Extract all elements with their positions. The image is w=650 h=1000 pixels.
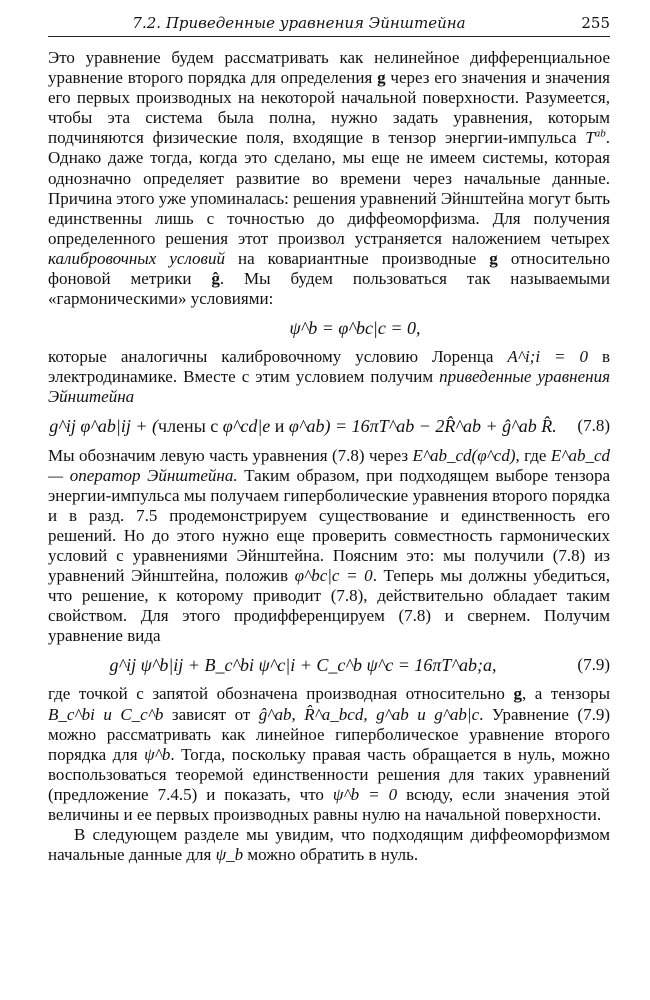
running-head	[48, 10, 610, 37]
paragraph-4: где точкой с запятой обозначена производная относительно g, а тензоры B_c^bi и C_c^b зависят от ĝ^ab, R̂^a_bcd, g^ab и g^ab|c. Уравнение (7.9) можно рассматривать как линейное гиперболическое уравнение второго порядка для ψ^b. Тогда, поскольку правая часть обращается в нуль, можно воспользоваться теоремой единственности решения для таких уравнений (предложение 7.4.5) и показать, что ψ^b = 0 всюду, если значения этой величины и ее первых производных равны нулю на начальной поверхности.	[48, 684, 611, 824]
tensor-dependencies: ĝ^ab, R̂^a_bcd, g^ab и g^ab|c	[258, 704, 480, 724]
equation-7-8-body: g^ij φ^ab|ij + (члены с φ^cd|e и φ^ab) = 16πT^ab − 2R̂^ab + ĝ^ab R̂.	[49, 416, 557, 437]
background-metric: ĝ	[211, 269, 220, 289]
section-title: 7.2. Приведенные уравнения Эйнштейна	[132, 14, 466, 32]
equation-7-8-number: (7.8)	[577, 416, 610, 436]
einstein-operator-definition: E^ab_cd — оператор Эйнштейна.	[48, 445, 610, 485]
equation-7-8	[48, 412, 610, 442]
body-text	[48, 48, 610, 865]
metric-g: g	[377, 68, 386, 88]
einstein-operator: E^ab_cd(φ^cd)	[412, 445, 516, 465]
paragraph-2: которые аналогичны калибровочному условию Лоренца A^i;i = 0 в электродинамике. Вместе с этим условием получим приведенные уравнения Эйнштейна	[48, 347, 611, 407]
stress-energy-tensor: $T^{ab}$	[585, 127, 606, 148]
reduced-equations-term: приведенные уравнения Эйнштейна	[48, 367, 610, 407]
equation-7-9-body: g^ij ψ^b|ij + B_c^bi ψ^c|i + C_c^b ψ^c = 16πT^ab;a,	[109, 655, 497, 676]
paragraph-5: В следующем разделе мы увидим, что подходящим диффеоморфизмом начальные данные для ψ_b можно обратить в нуль.	[48, 825, 610, 865]
harmonic-condition: φ^bc|c = 0	[294, 566, 373, 586]
gauge-conditions-term: калибровочных условий	[48, 248, 225, 268]
equation-harmonic	[48, 313, 610, 343]
lorenz-condition: A^i;i = 0	[507, 347, 588, 367]
equation-harmonic-body: ψ^b = φ^bc|c = 0,	[289, 318, 421, 339]
page-number: 255	[581, 14, 610, 32]
equation-7-9-number: (7.9)	[577, 655, 610, 675]
paragraph-3: Мы обозначим левую часть уравнения (7.8) через E^ab_cd(φ^cd), где E^ab_cd — оператор Эйнштейна. Таким образом, при подходящем выборе тензора энергии-импульса мы получаем гиперболические уравнения второго порядка и в разд. 7.5 продемонстрируем существование и единственность его решений. Но до этого нужно еще проверить совместность гармонических условий с уравнениями Эйнштейна. Поясним это: мы получили (7.8) из уравнений Эйнштейна, положив φ^bc|c = 0. Теперь мы должны убедиться, что решение, к которому приводит (7.8), действительно обладает таким свойством. Для этого продифференцируем (7.8) и свернем. Получим уравнение вида	[48, 445, 611, 646]
equation-7-9	[48, 650, 610, 680]
tensors-b-c: B_c^bi и C_c^b	[48, 704, 164, 724]
paragraph-1: Это уравнение будем рассматривать как нелинейное дифференциальное уравнение второго порядка для определения g через его значения и значения его первых производных на некоторой начальной поверхности. Разумеется, чтобы эта система была полна, нужно задать уравнения, которым подчиняются физические поля, входящие в тензор энергии-импульса $T^{ab}$. Однако даже тогда, когда это сделано, мы еще не имеем системы, которая однозначно определяет развитие во времени через начальные данные. Причина этого уже упоминалась: решения уравнений Эйнштейна могут быть единственны лишь с точностью до диффеоморфизма. Для получения определенного решения этот произвол устраняется наложением четырех калибровочных условий на ковариантные производные g относительно фоновой метрики ĝ. Мы будем пользоваться так называемыми «гармоническими» условиями:	[48, 48, 610, 309]
